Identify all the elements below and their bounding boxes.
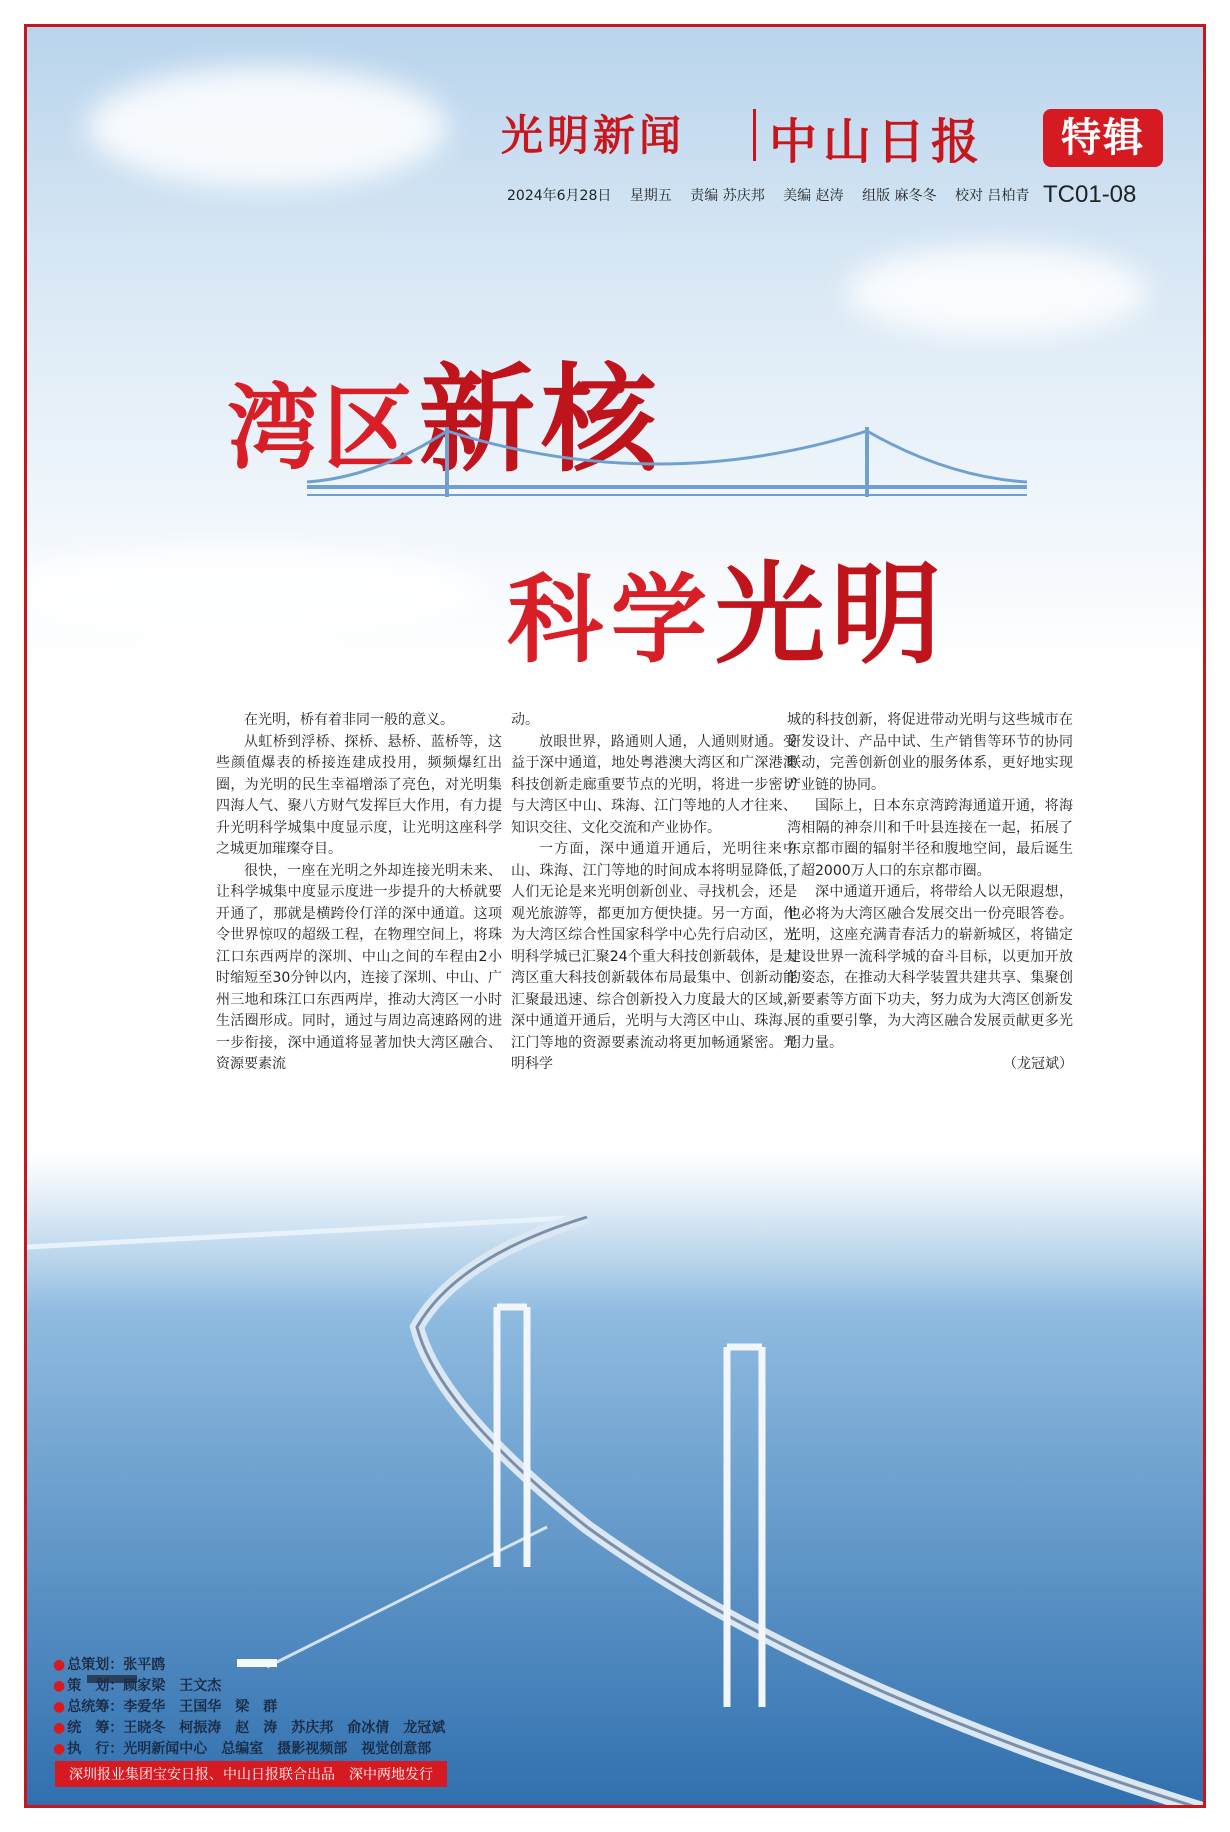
issue-weekday: 星期五 <box>629 188 672 204</box>
paragraph: 从虹桥到浮桥、探桥、悬桥、蓝桥等，这些颜值爆表的桥接连建成投用，频频爆红出圈，为光明的民生幸福增添了亮色，对光明集四海人气、聚八方财气发挥巨大作用，有力提升光明科学城集中度显示度，让光明这座科学之城更加璀璨夺目。 <box>216 733 502 857</box>
cloud <box>87 67 447 187</box>
credit-line: ● 总统筹：李爱华 王国华 梁 群 <box>53 1697 445 1718</box>
bridge-line-art <box>307 427 1027 507</box>
headline-part: 光明 <box>715 550 947 679</box>
headline-part: 科学 <box>507 563 715 676</box>
byline: （龙冠斌） <box>1003 1056 1073 1072</box>
art-editor: 美编 赵涛 <box>783 188 844 204</box>
masthead-divider <box>753 109 756 161</box>
paragraph: 一方面，深中通道开通后，光明往来中山、珠海、江门等地的时间成本将明显降低，人们无论是来光明创新创业、寻找机会，还是观光旅游等，都更加方便快捷。另一方面，作为大湾区综合性国家科学中心先行启动区，光明科学城已汇聚24个重大科技创新载体，是大湾区重大科技创新载体布局最集中、创新动能汇聚最迅速、综合创新投入力度最大的区域，深中通道开通后，光明与大湾区中山、珠海、江门等地的资源要素流动将更加畅通紧密。光明科学 <box>511 841 797 1072</box>
special-badge: 特辑 <box>1043 109 1163 167</box>
cloud <box>847 247 1147 337</box>
credit-line: ● 策 划：顾家梁 王文杰 <box>53 1676 445 1697</box>
paragraph: 动。 <box>511 712 539 728</box>
editor: 责编 苏庆邦 <box>690 188 765 204</box>
headline-part: 湾区 <box>227 374 420 482</box>
footer-banner: 深圳报业集团宝安日报、中山日报联合出品 深中两地发行 <box>55 1761 447 1787</box>
masthead-zhongshan: 中山日报 <box>769 114 986 170</box>
credit-line: ● 执 行：光明新闻中心 总编室 摄影视频部 视觉创意部 <box>53 1739 445 1760</box>
credits <box>53 1655 445 1760</box>
masthead-guangming: 光明新闻 <box>501 111 686 160</box>
headline-part: 新核 <box>419 352 664 488</box>
paragraph: 国际上，日本东京湾跨海通道开通，将海湾相隔的神奈川和千叶县连接在一起，拓展了东京都市圈的辐射半径和腹地空间，最后诞生了超2000万人口的东京都市圈。 <box>787 798 1073 879</box>
paragraph: 放眼世界，路通则人通，人通则财通。受益于深中通道，地处粤港澳大湾区和广深港澳科技创新走廊重要节点的光明，将进一步密切与大湾区中山、珠海、江门等地的人才往来、知识交往、文化交流和产业协作。 <box>511 733 797 836</box>
proofreader: 校对 吕柏青 <box>954 188 1030 204</box>
article-column-3 <box>787 710 1073 1076</box>
layout-editor: 组版 麻冬冬 <box>862 188 937 204</box>
cloud <box>24 547 487 637</box>
paragraph: 深中通道开通后，将带给人以无限遐想，也必将为大湾区融合发展交出一份亮眼答卷。光明，这座充满青春活力的崭新城区，将锚定建设世界一流科学城的奋斗目标，以更加开放的姿态，在推动大科学装置共建共享、集聚创新要素等方面下功夫，努力成为大湾区创新发展的重要引擎，为大湾区融合发展贡献更多光明力量。 <box>787 884 1073 1051</box>
headline-line2 <box>507 527 947 685</box>
page-code: TC01-08 <box>1043 181 1137 208</box>
newspaper-page <box>24 24 1206 1808</box>
article-column-2 <box>511 710 797 1076</box>
issue-date: 2024年6月28日 <box>507 188 612 204</box>
paragraph: 在光明，桥有着非同一般的意义。 <box>244 712 454 728</box>
issue-meta <box>507 185 1043 205</box>
paragraph: 城的科技创新，将促进带动光明与这些城市在研发设计、产品中试、生产销售等环节的协同联动，完善创新创业的服务体系，更好地实现产业链的协同。 <box>787 712 1073 793</box>
paragraph: 很快，一座在光明之外却连接光明未来、让科学城集中度显示度进一步提升的大桥就要开通了，那就是横跨伶仃洋的深中通道。这项令世界惊叹的超级工程，在物理空间上，将珠江口东西两岸的深圳、中山之间的车程由2小时缩短至30分钟以内，连接了深圳、中山、广州三地和珠江口东西两岸，推动大湾区一小时生活圈形成。同时，通过与周边高速路网的进一步衔接，深中通道将显著加快大湾区融合、资源要素流 <box>216 862 502 1072</box>
credit-line: ● 统 筹：王晓冬 柯振涛 赵 涛 苏庆邦 俞冰倩 龙冠斌 <box>53 1718 445 1739</box>
credit-line: ● 总策划：张平鸥 <box>53 1655 445 1676</box>
article-column-1 <box>216 710 502 1076</box>
